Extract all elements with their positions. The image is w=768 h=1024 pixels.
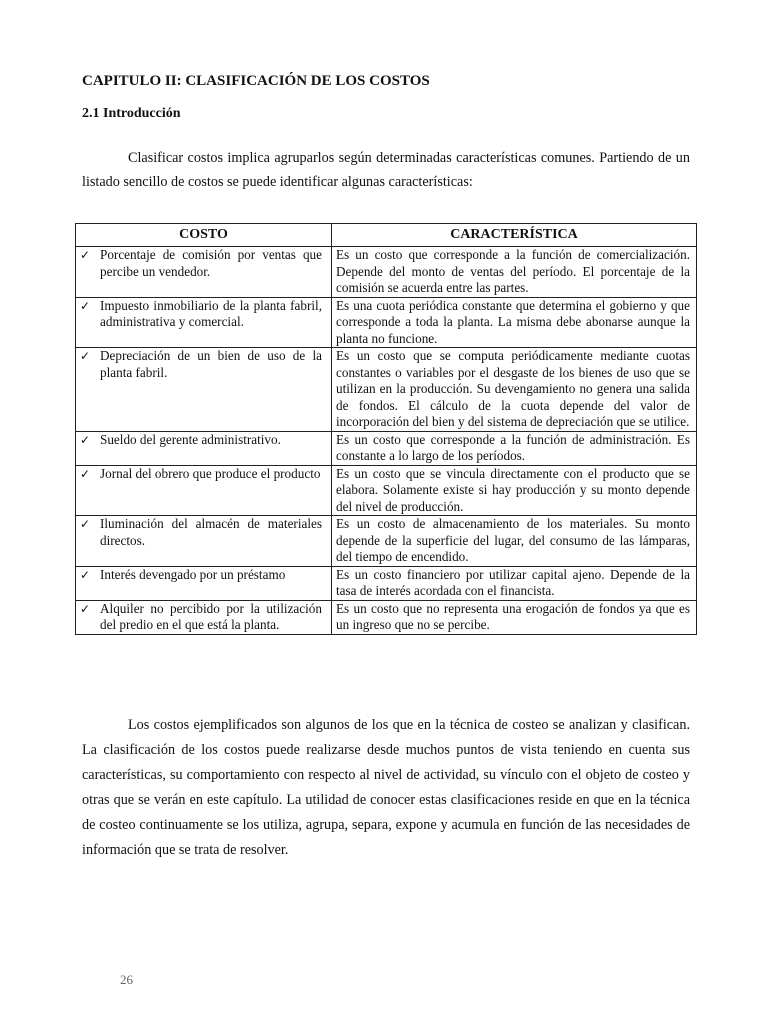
caracteristica-cell: Es un costo de almacenamiento de los materiales. Su monto depende de la superficie del lugar, del consumo de las lámparas, del tiempo de encendido.: [332, 516, 697, 567]
checkmark-icon: ✓: [80, 567, 91, 582]
table-row: [76, 431, 697, 465]
costo-cell: [76, 247, 332, 298]
costo-cell: [76, 348, 332, 432]
table-row: [76, 465, 697, 516]
costs-table: [75, 223, 697, 635]
table-row: [76, 297, 697, 348]
checkmark-icon: ✓: [80, 517, 91, 531]
caracteristica-cell: Es un costo que se vincula directamente con el producto que se elabora. Solamente existe si hay producción y su monto depende del nivel de producción.: [332, 465, 697, 516]
page-number: 26: [120, 972, 133, 987]
outro-paragraph: Los costos ejemplificados son algunos de los que en la técnica de costeo se analizan y clasifican. La clasificación de los costos puede realizarse desde muchos puntos de vista teniendo en cuenta sus características, su comportamiento con respecto al nivel de actividad, su vínculo con el objeto de costeo y otras que se verán en este capítulo. La utilidad de conocer estas clasificaciones reside en que en la técnica de costeo continuamente se los utiliza, agrupa, separa, expone y acumula en función de las necesidades de información que se trata de resolver.: [82, 717, 690, 858]
table-row: [76, 348, 697, 432]
caracteristica-cell: Es un costo que se computa periódicamente mediante cuotas constantes o variables por el desgaste de los bienes de uso que se utilizan en la producción. Su devengamiento no genera una salida de fondos. El cálculo de la cuota depende del valor de incorporación del bien y del sistema de depreciación que se utilice.: [332, 348, 697, 432]
costs-table-body: [76, 247, 697, 635]
header-caracteristica: CARACTERÍSTICA: [332, 224, 697, 247]
checkmark-icon: ✓: [80, 298, 91, 313]
table-row: [76, 566, 697, 600]
costo-text: Jornal del obrero que produce el producto: [100, 465, 321, 481]
checkmark-icon: ✓: [80, 432, 91, 447]
intro-paragraph: Clasificar costos implica agruparlos según determinadas características comunes. Partiendo de un listado sencillo de costos se puede identificar algunas características:: [82, 150, 690, 190]
costo-cell: [76, 566, 332, 600]
checkmark-icon: ✓: [80, 466, 91, 481]
costo-text: Depreciación de un bien de uso de la planta fabril.: [100, 348, 322, 380]
section-title: 2.1 Introducción: [82, 106, 181, 121]
table-row: [76, 247, 697, 298]
costo-text: Sueldo del gerente administrativo.: [100, 431, 281, 447]
checkmark-icon: ✓: [80, 349, 91, 363]
caracteristica-cell: Es una cuota periódica constante que determina el gobierno y que corresponde a toda la planta. La misma debe abonarse aunque la planta no funcione.: [332, 297, 697, 348]
header-costo: COSTO: [76, 224, 332, 247]
table-row: [76, 600, 697, 634]
table-header-row: [76, 224, 697, 247]
costo-cell: [76, 431, 332, 465]
costo-text: Alquiler no percibido por la utilización del predio en el que está la planta.: [100, 600, 322, 632]
costo-text: Interés devengado por un préstamo: [100, 566, 286, 582]
costo-cell: [76, 600, 332, 634]
costo-text: Impuesto inmobiliario de la planta fabril, administrativa y comercial.: [100, 297, 322, 329]
caracteristica-cell: Es un costo financiero por utilizar capital ajeno. Depende de la tasa de interés acordada con el financista.: [332, 566, 697, 600]
costo-cell: [76, 297, 332, 348]
checkmark-icon: ✓: [80, 248, 91, 262]
checkmark-icon: ✓: [80, 601, 91, 616]
costo-text: Porcentaje de comisión por ventas que percibe un vendedor.: [100, 247, 322, 279]
costo-text: Iluminación del almacén de materiales directos.: [100, 516, 322, 548]
table-row: [76, 516, 697, 567]
costo-cell: [76, 465, 332, 516]
caracteristica-cell: Es un costo que corresponde a la función de comercialización. Depende del monto de ventas del período. El porcentaje de la comisión se acuerda entre las partes.: [332, 247, 697, 298]
caracteristica-cell: Es un costo que no representa una erogación de fondos ya que es un ingreso que no se percibe.: [332, 600, 697, 634]
costo-cell: [76, 516, 332, 567]
caracteristica-cell: Es un costo que corresponde a la función de administración. Es constante a lo largo de los períodos.: [332, 431, 697, 465]
chapter-title: CAPITULO II: CLASIFICACIÓN DE LOS COSTOS: [82, 73, 430, 89]
